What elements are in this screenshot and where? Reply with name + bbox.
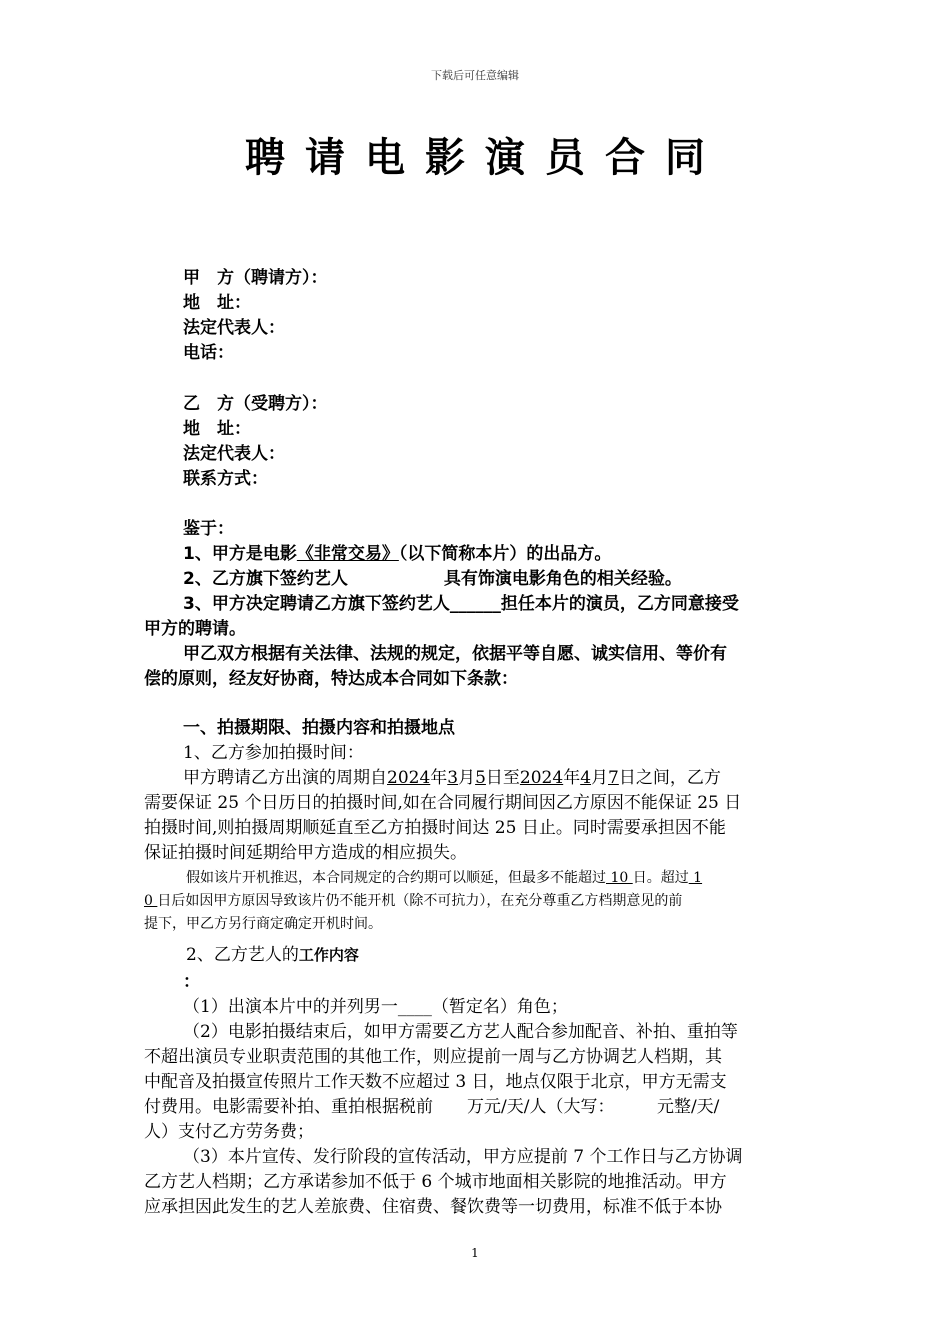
shooting-period-line-3: 拍摄时间,则拍摄周期顺延直至乙方拍摄时间达 25 日止。同时需要承担因不能 <box>144 818 726 838</box>
section-1-sub-2 <box>186 943 359 967</box>
work-item-1: （1）出演本片中的并列男一____（暂定名）角色； <box>183 997 568 1017</box>
shooting-period-line-4: 保证拍摄时间延期给甲方造成的相应损失。 <box>144 843 467 863</box>
page-number: 1 <box>471 1246 479 1260</box>
principle-line-1: 甲乙双方根据有关法律、法规的规定，依据平等自愿、诚实信用、等价有 <box>183 644 727 664</box>
postpone-line-3: 提下，甲乙方另行商定确定开机时间。 <box>144 916 382 932</box>
postpone-line-1 <box>186 867 702 889</box>
text-fragment: 日。超过 <box>632 870 689 886</box>
text-fragment: 日之间，乙方 <box>618 768 721 788</box>
work-item-2-line-4: 付费用。电影需要补拍、重拍根据税前 万元/天/人（大写： 元整/天/ <box>144 1097 720 1117</box>
text-fragment: 年 <box>430 768 448 788</box>
end-year: 2024 <box>519 768 564 788</box>
work-item-3-line-3: 应承担因此发生的艺人差旅费、住宿费、餐饮费等一切费用，标准不低于本协 <box>144 1197 722 1217</box>
party-a-legal-rep: 法定代表人： <box>183 318 285 338</box>
end-day: 7 <box>608 768 619 788</box>
start-year: 2024 <box>387 768 431 788</box>
work-item-2-line-2: 不超出演员专业职责范围的其他工作，则应提前一周与乙方协调艺人档期，其 <box>144 1047 722 1067</box>
work-item-2-line-5: 人）支付乙方劳务费； <box>144 1122 314 1142</box>
work-item-3-line-1: （3）本片宣传、发行阶段的宣传活动，甲方应提前 7 个工作日与乙方协调 <box>183 1147 743 1167</box>
postpone-line-2 <box>144 890 682 912</box>
whereas-heading: 鉴于： <box>183 519 234 539</box>
party-a-phone: 电话： <box>183 343 234 363</box>
delay-days-part-1: 1 <box>688 870 703 886</box>
max-delay-days: 10 <box>606 870 633 886</box>
start-month: 3 <box>447 768 459 788</box>
text-fragment: 月 <box>458 768 476 788</box>
party-b-legal-rep: 法定代表人： <box>183 444 285 464</box>
start-day: 5 <box>475 768 486 788</box>
whereas-item-2-post: 具有饰演电影角色的相关经验。 <box>443 569 682 589</box>
work-item-2-line-1: （2）电影拍摄结束后，如甲方需要乙方艺人配合参加配音、补拍、重拍等 <box>183 1022 738 1042</box>
work-item-3-line-2: 乙方艺人档期；乙方承诺参加不低于 6 个城市地面相关影院的地推活动。甲方 <box>144 1172 727 1192</box>
party-b-contact: 联系方式： <box>183 469 268 489</box>
whereas-item-3-line-1: 3、甲方决定聘请乙方旗下签约艺人______担任本片的演员，乙方同意接受 <box>183 594 739 614</box>
whereas-item-1-pre: 1、甲方是电影 <box>183 544 297 564</box>
text-fragment: 甲方聘请乙方出演的周期自 <box>183 768 387 788</box>
section-1-sub-1: 1、乙方参加拍摄时间： <box>183 743 364 763</box>
whereas-item-2-pre: 2、乙方旗下签约艺人 <box>183 569 348 589</box>
shooting-period-line-2: 需要保证 25 个日历日的拍摄时间,如在合同履行期间因乙方原因不能保证 25 日 <box>144 793 742 813</box>
shooting-period-line-1 <box>183 766 721 790</box>
principle-line-2: 偿的原则，经友好协商，特达成本合同如下条款： <box>144 669 518 689</box>
work-item-2-line-3: 中配音及拍摄宣传照片工作天数不应超过 3 日，地点仅限于北京，甲方无需支 <box>144 1072 727 1092</box>
party-b-label: 乙 方（受聘方）： <box>183 394 328 414</box>
text-fragment: 月 <box>591 768 609 788</box>
whereas-item-1-post: （以下简称本片）的出品方。 <box>398 544 612 564</box>
delay-days-part-2: 0 <box>144 893 158 909</box>
work-content-label: 工作内容 <box>298 946 359 964</box>
text-fragment: 假如该片开机推迟，本合同规定的合约期可以顺延，但最多不能超过 <box>186 870 606 886</box>
text-fragment: 2、乙方艺人的 <box>186 945 299 965</box>
party-a-address: 地 址： <box>183 293 251 313</box>
whereas-item-1 <box>183 542 611 566</box>
text-fragment: 日后如因甲方原因导致该片仍不能开机（除不可抗力），在充分尊重乙方档期意见的前 <box>157 893 683 909</box>
document-title: 聘请电影演员合同 <box>245 135 725 181</box>
section-1-sub-2-colon: ： <box>183 972 200 992</box>
party-b-address: 地 址： <box>183 419 251 439</box>
party-a-label: 甲 方（聘请方）： <box>183 268 328 288</box>
whereas-item-2 <box>183 567 682 591</box>
end-month: 4 <box>580 768 592 788</box>
film-title: 《非常交易》 <box>296 544 399 564</box>
text-fragment: 日至 <box>485 768 520 788</box>
section-1-heading: 一、拍摄期限、拍摄内容和拍摄地点 <box>183 718 455 738</box>
whereas-item-3-line-2: 甲方的聘请。 <box>144 619 246 639</box>
header-note: 下载后可任意编辑 <box>431 69 519 82</box>
text-fragment: 年 <box>563 768 581 788</box>
